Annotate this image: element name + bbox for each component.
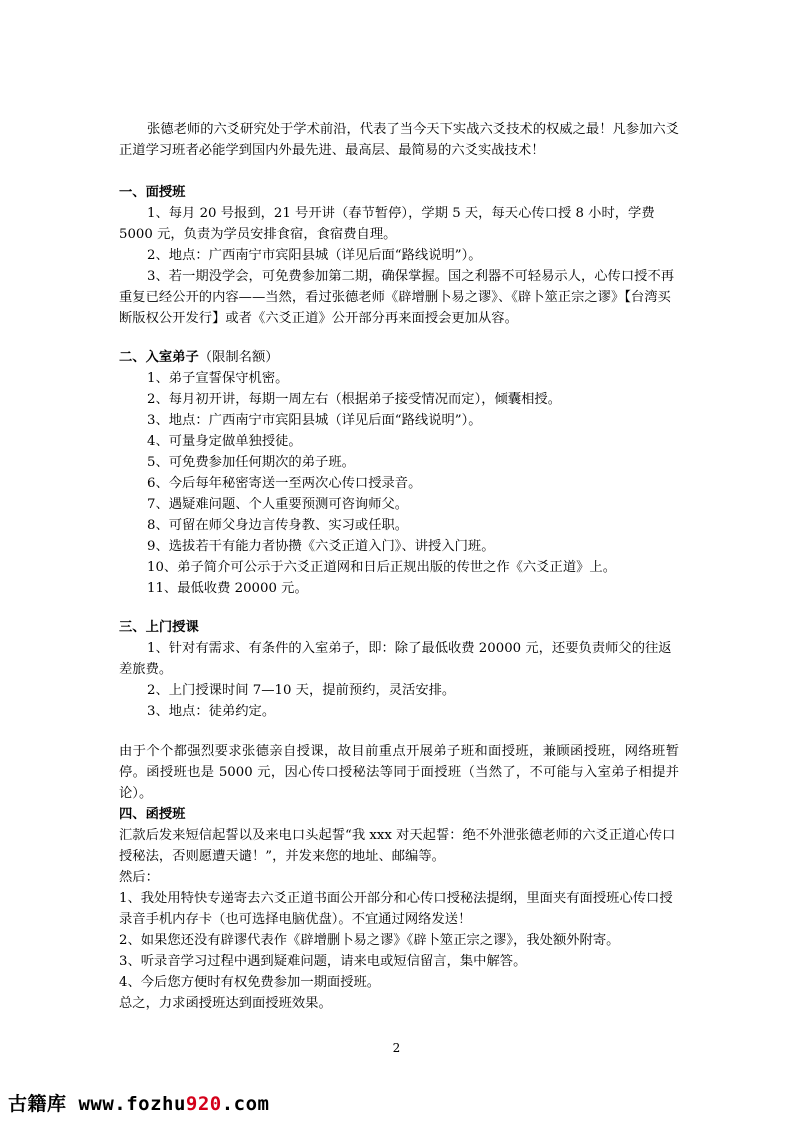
paragraph-line: 然后： <box>119 870 159 885</box>
list-item: 2、地点：广西南宁市宾阳县城（详见后面“路线说明”）。 <box>147 248 482 263</box>
section-2-title: 二、入室弟子 <box>119 350 199 365</box>
footer-url-prefix: www.fozhu <box>78 1093 186 1115</box>
paragraph-line: 2、如果您还没有辟谬代表作《辟增删卜易之谬》《辟卜筮正宗之谬》，我处额外附寄。 <box>119 933 620 948</box>
footer-url-number: 920 <box>185 1093 222 1115</box>
footer-brand: 古籍库 <box>8 1093 79 1115</box>
intro-paragraph <box>119 119 679 161</box>
list-item: 10、弟子简介可公示于六爻正道网和日后正规出版的传世之作《六爻正道》上。 <box>147 560 617 575</box>
notice-paragraph <box>119 741 679 804</box>
section-2-heading <box>119 347 679 368</box>
list-item: 4、可量身定做单独授徒。 <box>147 434 302 449</box>
paragraph-line: 总之，力求函授班达到面授班效果。 <box>119 996 332 1011</box>
list-item: 11、最低收费 20000 元。 <box>147 581 308 596</box>
list-item: 2、每月初开讲，每期一周左右（根据弟子接受情况而定），倾囊相授。 <box>147 392 562 407</box>
section-3-title: 三、上门授课 <box>119 620 199 635</box>
paragraph-line: 4、今后您方便时有权免费参加一期面授班。 <box>119 975 381 990</box>
section-4 <box>119 804 679 1014</box>
list-item: 1、针对有需求、有条件的入室弟子，即：除了最低收费 20000 元，还要负责师父的往返差旅费。 <box>119 641 672 677</box>
list-item: 6、今后每年秘密寄送一至两次心传口授录音。 <box>147 476 422 491</box>
page-number: 2 <box>392 1041 401 1055</box>
footer-url-suffix: .com <box>221 1093 270 1115</box>
section-2-note: （限制名额） <box>198 350 279 365</box>
paragraph-line: 汇款后发来短信起誓以及来电口头起誓“我 xxx 对天起誓：绝不外泄张德老师的六爻正道心传口授秘法，否则愿遭天谴！”，并发来您的地址、邮编等。 <box>119 828 676 864</box>
section-1-title: 一、面授班 <box>119 185 186 200</box>
footer-watermark[interactable] <box>8 1089 270 1116</box>
list-item: 2、上门授课时间 7—10 天，提前预约，灵活安排。 <box>147 683 456 698</box>
section-4-title: 四、函授班 <box>119 807 186 822</box>
section-2 <box>119 347 679 599</box>
list-item: 7、遇疑难问题、个人重要预测可咨询师父。 <box>147 497 409 512</box>
section-1 <box>119 182 679 329</box>
list-item: 8、可留在师父身边言传身教、实习或任职。 <box>147 518 409 533</box>
list-item: 9、选拔若干有能力者协攒《六爻正道入门》、讲授入门班。 <box>147 539 495 554</box>
intro-text: 张德老师的六爻研究处于学术前沿，代表了当今天下实战六爻技术的权威之最！凡参加六爻正道学习班者必能学到国内外最先进、最高层、最简易的六爻实战技术！ <box>119 122 679 158</box>
section-3 <box>119 617 679 722</box>
list-item: 1、每月 20 号报到，21 号开讲（春节暂停），学期 5 天，每天心传口授 8 小时，学费 5000 元，负责为学员安排食宿，食宿费自理。 <box>119 206 655 242</box>
list-item: 5、可免费参加任何期次的弟子班。 <box>147 455 355 470</box>
list-item: 3、地点：广西南宁市宾阳县城（详见后面“路线说明”）。 <box>147 413 482 428</box>
list-item: 1、弟子宣誓保守机密。 <box>147 371 289 386</box>
paragraph-line: 1、我处用特快专递寄去六爻正道书面公开部分和心传口授秘法提纲，里面夹有面授班心传口授录音手机内存卡（也可选择电脑优盘）。不宜通过网络发送！ <box>119 891 673 927</box>
list-item: 3、若一期没学会，可免费参加第二期，确保掌握。国之利器不可轻易示人，心传口授不再重复已经公开的内容——当然，看过张德老师《辟增删卜易之谬》、《辟卜筮正宗之谬》【台湾买断版权公开发行】或者《六爻正道》公开部分再来面授会更加从容。 <box>119 269 675 326</box>
notice-text: 由于个个都强烈要求张德亲自授课，故目前重点开展弟子班和面授班，兼顾函授班，网络班暂停。函授班也是 5000 元，因心传口授秘法等同于面授班（当然了，不可能与入室弟子相提并论）。 <box>119 744 679 801</box>
list-item: 3、地点：徒弟约定。 <box>147 704 276 719</box>
paragraph-line: 3、听录音学习过程中遇到疑难问题，请来电或短信留言，集中解答。 <box>119 954 527 969</box>
